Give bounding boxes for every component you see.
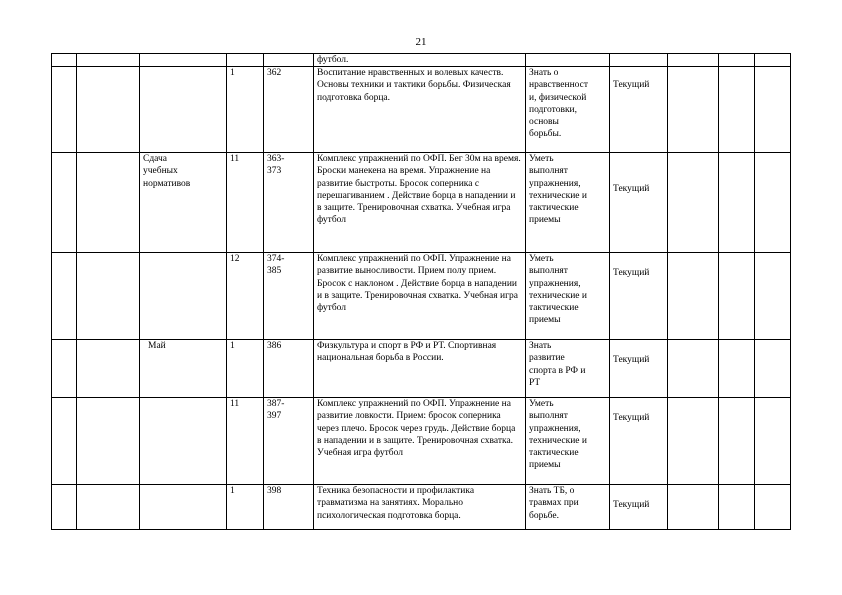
- page-number: 21: [415, 36, 427, 48]
- control-cell: Текущий: [610, 485, 668, 530]
- lessons-cell: 386: [264, 340, 314, 398]
- lessons-cell: 374- 385: [264, 253, 314, 340]
- section-cell: [140, 398, 227, 485]
- section-cell: [140, 485, 227, 530]
- section-cell: Сдача учебных нормативов: [140, 153, 227, 253]
- lessons-cell: 363- 373: [264, 153, 314, 253]
- hours-cell: 12: [227, 253, 264, 340]
- hours-cell: 11: [227, 153, 264, 253]
- hours-cell: 1: [227, 67, 264, 153]
- requirements-cell: Знать развитие спорта в РФ и РТ: [526, 340, 610, 398]
- section-cell: [140, 253, 227, 340]
- table-row: [52, 153, 791, 253]
- topic-cell: Комплекс упражнений по ОФП. Бег 30м на время. Броски манекена на время. Упражнение на развитие быстроты. Бросок соперника с перешагиванием . Действие борца в нападении и в защите. Тренировочная схватка. Учебная игра футбол: [314, 153, 526, 253]
- table-row: [52, 340, 791, 398]
- hours-cell: 1: [227, 485, 264, 530]
- table-row: [52, 67, 791, 153]
- topic-cell: Физкультура и спорт в РФ и РТ. Спортивная национальная борьба в России.: [314, 340, 526, 398]
- table-row: [52, 485, 791, 530]
- hours-cell: 11: [227, 398, 264, 485]
- lessons-cell: 387- 397: [264, 398, 314, 485]
- control-cell: Текущий: [610, 153, 668, 253]
- requirements-cell: Знать о нравственност и, физической подготовки, основы борьбы.: [526, 67, 610, 153]
- topic-cell: Воспитание нравственных и волевых качеств. Основы техники и тактики борьбы. Физическая подготовка борца.: [314, 67, 526, 153]
- topic-cell: Комплекс упражнений по ОФП. Упражнение на развитие ловкости. Прием: бросок соперника через плечо. Бросок через грудь. Действие борца в нападении и в защите. Тренировочная схватка. Учебная игра футбол: [314, 398, 526, 485]
- table-row: [52, 398, 791, 485]
- section-cell: [140, 67, 227, 153]
- table-row: [52, 253, 791, 340]
- lessons-cell: 398: [264, 485, 314, 530]
- topic-cell: Техника безопасности и профилактика травматизма на занятиях. Морально психологическая подготовка борца.: [314, 485, 526, 530]
- control-cell: Текущий: [610, 398, 668, 485]
- topic-cell: футбол.: [314, 54, 526, 67]
- hours-cell: 1: [227, 340, 264, 398]
- requirements-cell: Уметь выполнят упражнения, технические и тактические приемы: [526, 153, 610, 253]
- table-row-continuation: [52, 54, 791, 67]
- section-cell: Май: [140, 340, 227, 398]
- requirements-cell: Уметь выполнят упражнения, технические и тактические приемы: [526, 253, 610, 340]
- lessons-cell: 362: [264, 67, 314, 153]
- control-cell: Текущий: [610, 340, 668, 398]
- requirements-cell: Уметь выполнят упражнения, технические и тактические приемы: [526, 398, 610, 485]
- control-cell: Текущий: [610, 253, 668, 340]
- control-cell: Текущий: [610, 67, 668, 153]
- curriculum-table: [51, 53, 791, 530]
- topic-cell: Комплекс упражнений по ОФП. Упражнение на развитие выносливости. Прием полу прием. Бросок с наклоном . Действие борца в нападении и в защите. Тренировочная схватка. Учебная игра футбол: [314, 253, 526, 340]
- requirements-cell: Знать ТБ, о травмах при борьбе.: [526, 485, 610, 530]
